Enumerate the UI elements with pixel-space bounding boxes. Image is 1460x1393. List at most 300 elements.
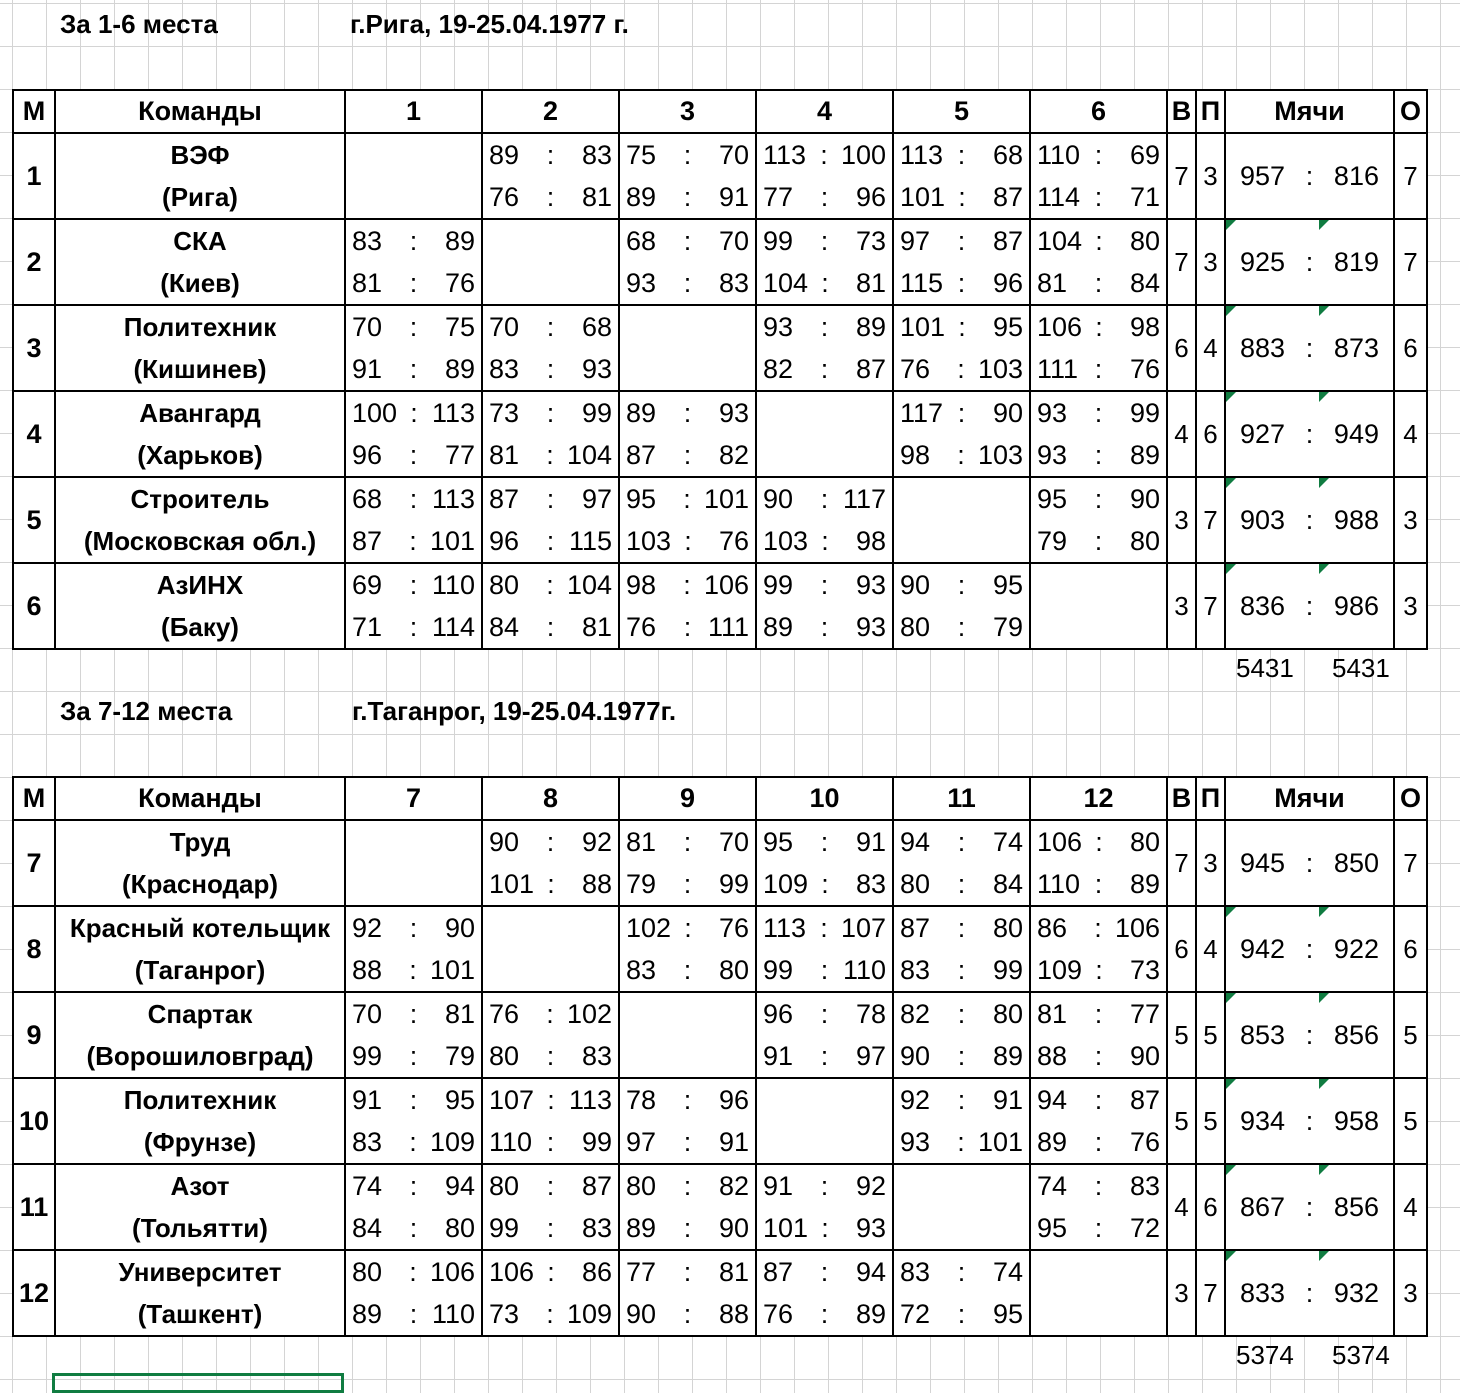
score-cell[interactable] [482,1250,619,1293]
score-away: 111 [707,611,749,642]
header-place[interactable]: М [13,90,55,133]
score-cell[interactable] [482,434,619,477]
score-cell[interactable] [482,563,619,606]
points-cell[interactable]: 5 [1394,992,1427,1078]
score-cell[interactable] [482,863,619,906]
score-away: 109 [429,1126,475,1157]
place-cell[interactable]: 9 [13,992,55,1078]
losses-cell[interactable]: 7 [1196,1250,1225,1336]
points-cell[interactable]: 7 [1394,219,1427,305]
score-cell[interactable] [619,520,756,563]
score-cell[interactable] [756,1035,893,1078]
score-home: 96 [352,439,383,470]
game-score [346,1166,481,1207]
balls-against: 856 [1333,1019,1379,1050]
team-cell[interactable] [55,1078,345,1164]
score-cell[interactable] [756,820,893,863]
score-cell[interactable] [756,992,893,1035]
score-cell[interactable] [619,133,756,176]
score-cell[interactable] [893,1293,1030,1336]
game-score [757,221,892,262]
game-score [757,263,892,304]
score-cell[interactable] [619,348,756,391]
score-cell[interactable] [756,477,893,520]
score-cell[interactable] [756,348,893,391]
header-opponent-5[interactable]: 5 [893,90,1030,133]
score-cell[interactable] [619,863,756,906]
points-cell[interactable]: 7 [1394,133,1427,219]
balls-cell[interactable] [1225,305,1394,391]
header-teams[interactable]: Команды [55,777,345,820]
score-cell[interactable] [1030,1121,1167,1164]
score-cell[interactable] [756,949,893,992]
score-cell[interactable] [893,906,1030,949]
score-away: 80 [992,912,1023,943]
score-cell[interactable] [756,863,893,906]
score-cell[interactable] [619,1250,756,1293]
score-cell[interactable] [345,219,482,262]
score-away: 77 [1129,998,1160,1029]
score-cell[interactable] [345,348,482,391]
balls-separator: : [1305,418,1314,449]
score-cell[interactable] [893,391,1030,434]
score-cell[interactable] [893,434,1030,477]
losses-cell[interactable]: 3 [1196,820,1225,906]
score-cell[interactable] [1030,133,1167,176]
losses-cell[interactable]: 6 [1196,391,1225,477]
points-cell[interactable]: 3 [1394,563,1427,649]
losses-cell[interactable]: 3 [1196,219,1225,305]
points-cell[interactable]: 7 [1394,820,1427,906]
score-cell[interactable] [482,1164,619,1207]
score-away: 75 [444,311,475,342]
points-cell[interactable]: 6 [1394,305,1427,391]
score-away: 101 [429,954,475,985]
score-cell[interactable] [1030,176,1167,219]
score-cell[interactable] [345,262,482,305]
losses-cell[interactable]: 6 [1196,1164,1225,1250]
team-cell[interactable] [55,477,345,563]
score-separator: : [957,397,966,428]
header-opponent-10[interactable]: 10 [756,777,893,820]
score-cell[interactable] [1030,477,1167,520]
score-cell[interactable] [893,563,1030,606]
score-cell[interactable] [619,176,756,219]
header-teams[interactable]: Команды [55,90,345,133]
score-cell[interactable] [893,949,1030,992]
score-away: 78 [855,998,886,1029]
score-cell[interactable] [1030,992,1167,1035]
wins-cell[interactable]: 4 [1167,1164,1196,1250]
score-cell[interactable] [1030,1293,1167,1336]
header-balls[interactable]: Мячи [1225,777,1394,820]
team-cell[interactable] [55,133,345,219]
game-score [894,435,1029,476]
wins-cell[interactable]: 5 [1167,992,1196,1078]
score-cell[interactable] [756,520,893,563]
team-name: Азот [170,1171,230,1201]
score-away: 89 [992,1040,1023,1071]
place-cell[interactable]: 12 [13,1250,55,1336]
team-row [13,820,1427,863]
score-cell[interactable] [482,820,619,863]
score-away: 86 [581,1256,612,1287]
points-cell[interactable]: 3 [1394,477,1427,563]
header-losses[interactable]: П [1196,90,1225,133]
score-cell[interactable] [482,1078,619,1121]
score-separator: : [683,954,692,985]
place-cell[interactable]: 2 [13,219,55,305]
wins-cell[interactable]: 6 [1167,305,1196,391]
score-cell[interactable] [619,477,756,520]
points-cell[interactable]: 3 [1394,1250,1427,1336]
header-opponent-2[interactable]: 2 [482,90,619,133]
score-cell[interactable] [482,348,619,391]
score-cell[interactable] [893,1250,1030,1293]
score-home: 88 [352,954,383,985]
score-cell[interactable] [482,949,619,992]
score-separator: : [409,311,418,342]
score-cell[interactable] [893,606,1030,649]
game-score [1031,908,1166,949]
score-cell[interactable] [893,1164,1030,1207]
team-cell[interactable] [55,563,345,649]
game-score [757,607,892,648]
header-opponent-11[interactable]: 11 [893,777,1030,820]
score-cell[interactable] [756,219,893,262]
header-wins[interactable]: В [1167,90,1196,133]
score-cell[interactable] [345,391,482,434]
points-cell[interactable]: 4 [1394,1164,1427,1250]
place-cell[interactable]: 11 [13,1164,55,1250]
balls-against: 819 [1333,246,1379,277]
score-separator: : [1094,1212,1103,1243]
score-cell[interactable] [1030,434,1167,477]
score-home: 113 [763,139,807,170]
score-home: 91 [352,1084,383,1115]
score-cell[interactable] [482,391,619,434]
score-cell[interactable] [1030,606,1167,649]
place-cell[interactable]: 10 [13,1078,55,1164]
score-home: 101 [763,1212,809,1243]
score-cell[interactable] [893,133,1030,176]
wins-cell[interactable]: 5 [1167,1078,1196,1164]
place-cell[interactable]: 5 [13,477,55,563]
score-cell[interactable] [756,133,893,176]
score-away: 92 [855,1170,886,1201]
score-cell[interactable] [893,863,1030,906]
team-cell[interactable] [55,391,345,477]
losses-cell[interactable]: 4 [1196,906,1225,992]
balls-cell[interactable] [1225,1250,1394,1336]
score-cell[interactable] [619,820,756,863]
score-cell[interactable] [756,1250,893,1293]
score-cell[interactable] [1030,1035,1167,1078]
wins-cell[interactable]: 3 [1167,1250,1196,1336]
total-balls-against-2[interactable]: 5374 [1332,1340,1390,1370]
score-cell[interactable] [756,1164,893,1207]
score-cell[interactable] [893,477,1030,520]
score-cell[interactable] [619,305,756,348]
game-score [620,177,755,218]
score-separator: : [957,1126,965,1157]
score-cell[interactable] [482,477,619,520]
header-opponent-6[interactable]: 6 [1030,90,1167,133]
score-away: 76 [444,267,475,298]
score-cell[interactable] [893,348,1030,391]
score-cell[interactable] [893,520,1030,563]
place-cell[interactable]: 7 [13,820,55,906]
score-cell[interactable] [893,219,1030,262]
balls-separator: : [1305,504,1314,535]
losses-cell[interactable]: 3 [1196,133,1225,219]
score-cell[interactable] [1030,820,1167,863]
score-separator: : [1094,1126,1103,1157]
wins-cell[interactable]: 7 [1167,133,1196,219]
score-away: 114 [431,611,475,642]
score-cell[interactable] [345,477,482,520]
score-cell[interactable] [1030,1207,1167,1250]
score-cell[interactable] [345,606,482,649]
wins-cell[interactable]: 4 [1167,391,1196,477]
header-opponent-3[interactable]: 3 [619,90,756,133]
score-cell[interactable] [482,1035,619,1078]
score-cell[interactable] [619,391,756,434]
score-home: 94 [900,826,931,857]
wins-cell[interactable]: 7 [1167,219,1196,305]
losses-cell[interactable]: 7 [1196,563,1225,649]
score-away: 106 [1114,912,1160,943]
score-cell[interactable] [893,262,1030,305]
score-cell[interactable] [1030,520,1167,563]
header-opponent-8[interactable]: 8 [482,777,619,820]
score-cell[interactable] [345,949,482,992]
score-cell[interactable] [893,1207,1030,1250]
game-score [894,1036,1029,1077]
header-points[interactable]: О [1394,90,1427,133]
points-cell[interactable]: 4 [1394,391,1427,477]
balls-cell[interactable] [1225,391,1394,477]
score-cell[interactable] [756,305,893,348]
total-balls-for-2[interactable]: 5374 [1236,1340,1294,1370]
header-opponent-1[interactable]: 1 [345,90,482,133]
score-cell[interactable] [482,906,619,949]
score-cell[interactable] [345,863,482,906]
score-cell[interactable] [345,176,482,219]
team-cell[interactable] [55,219,345,305]
score-cell[interactable] [482,1121,619,1164]
score-cell[interactable] [482,1207,619,1250]
team-cell[interactable] [55,820,345,906]
score-cell[interactable] [619,262,756,305]
score-cell[interactable] [345,820,482,863]
score-cell[interactable] [1030,348,1167,391]
score-cell[interactable] [756,1207,893,1250]
game-score [894,1252,1029,1293]
score-cell[interactable] [619,992,756,1035]
score-cell[interactable] [756,262,893,305]
score-cell[interactable] [482,992,619,1035]
team-cell[interactable] [55,1250,345,1336]
score-cell[interactable] [756,1293,893,1336]
game-score [483,1252,618,1293]
score-cell[interactable] [482,133,619,176]
score-cell[interactable] [619,1035,756,1078]
wins-cell[interactable]: 3 [1167,563,1196,649]
score-cell[interactable] [345,1121,482,1164]
losses-cell[interactable]: 5 [1196,1078,1225,1164]
balls-cell[interactable] [1225,906,1394,992]
place-cell[interactable]: 8 [13,906,55,992]
score-cell[interactable] [345,1078,482,1121]
losses-cell[interactable]: 7 [1196,477,1225,563]
score-cell[interactable] [345,1035,482,1078]
score-separator: : [821,525,829,556]
score-cell[interactable] [482,305,619,348]
score-cell[interactable] [1030,563,1167,606]
score-cell[interactable] [1030,949,1167,992]
score-away: 88 [718,1298,749,1329]
game-score [483,521,618,562]
score-cell[interactable] [756,1078,893,1121]
score-cell[interactable] [619,1293,756,1336]
header-opponent-9[interactable]: 9 [619,777,756,820]
score-cell[interactable] [893,992,1030,1035]
header-balls[interactable]: Мячи [1225,90,1394,133]
wins-cell[interactable]: 3 [1167,477,1196,563]
score-cell[interactable] [619,1164,756,1207]
place-cell[interactable]: 6 [13,563,55,649]
selected-cell[interactable] [52,1373,344,1393]
score-cell[interactable] [345,133,482,176]
balls-cell[interactable] [1225,133,1394,219]
losses-cell[interactable]: 5 [1196,992,1225,1078]
place-cell[interactable]: 3 [13,305,55,391]
score-separator: : [820,569,829,600]
score-cell[interactable] [1030,219,1167,262]
score-cell[interactable] [482,606,619,649]
score-cell[interactable] [345,1250,482,1293]
score-cell[interactable] [345,563,482,606]
balls-cell[interactable] [1225,820,1394,906]
score-cell[interactable] [756,606,893,649]
header-wins[interactable]: В [1167,777,1196,820]
game-score [1031,135,1166,176]
balls-cell[interactable] [1225,992,1394,1078]
losses-cell[interactable]: 4 [1196,305,1225,391]
header-points[interactable]: О [1394,777,1427,820]
score-cell[interactable] [619,1078,756,1121]
score-separator: : [409,954,417,985]
header-opponent-12[interactable]: 12 [1030,777,1167,820]
team-cell[interactable] [55,305,345,391]
header-losses[interactable]: П [1196,777,1225,820]
score-cell[interactable] [345,305,482,348]
score-cell[interactable] [345,520,482,563]
score-cell[interactable] [619,1121,756,1164]
place-cell[interactable]: 4 [13,391,55,477]
score-cell[interactable] [893,820,1030,863]
score-cell[interactable] [619,949,756,992]
score-cell[interactable] [1030,863,1167,906]
score-cell[interactable] [893,176,1030,219]
score-cell[interactable] [619,563,756,606]
score-cell[interactable] [893,1121,1030,1164]
score-cell[interactable] [893,1035,1030,1078]
score-cell[interactable] [619,1207,756,1250]
score-cell[interactable] [1030,1164,1167,1207]
team-cell[interactable] [55,992,345,1078]
balls-cell[interactable] [1225,219,1394,305]
score-cell[interactable] [482,520,619,563]
score-cell[interactable] [619,606,756,649]
score-cell[interactable] [893,305,1030,348]
team-cell[interactable] [55,906,345,992]
points-cell[interactable]: 6 [1394,906,1427,992]
score-cell[interactable] [345,1207,482,1250]
score-cell[interactable] [1030,262,1167,305]
score-cell[interactable] [756,391,893,434]
score-cell[interactable] [1030,305,1167,348]
comment-flag-icon [1319,907,1329,917]
score-cell[interactable] [345,992,482,1035]
score-away: 95 [992,311,1023,342]
score-cell[interactable] [482,219,619,262]
score-cell[interactable] [756,176,893,219]
score-separator: : [820,826,829,857]
total-balls-against-1[interactable]: 5431 [1332,653,1390,683]
score-cell[interactable] [345,1293,482,1336]
team-cell[interactable] [55,1164,345,1250]
score-cell[interactable] [619,434,756,477]
score-cell[interactable] [345,434,482,477]
score-cell[interactable] [482,262,619,305]
points-cell[interactable]: 5 [1394,1078,1427,1164]
score-separator: : [546,483,555,514]
score-cell[interactable] [756,563,893,606]
score-cell[interactable] [756,1121,893,1164]
score-cell[interactable] [619,906,756,949]
score-cell[interactable] [482,1293,619,1336]
score-cell[interactable] [482,176,619,219]
balls-cell[interactable] [1225,1078,1394,1164]
wins-cell[interactable]: 6 [1167,906,1196,992]
score-cell[interactable] [345,1164,482,1207]
score-cell[interactable] [1030,391,1167,434]
score-away: 89 [855,1298,886,1329]
score-cell[interactable] [345,906,482,949]
header-place[interactable]: М [13,777,55,820]
header-opponent-7[interactable]: 7 [345,777,482,820]
score-cell[interactable] [1030,906,1167,949]
score-cell[interactable] [893,1078,1030,1121]
score-cell[interactable] [1030,1078,1167,1121]
balls-cell[interactable] [1225,477,1394,563]
wins-cell[interactable]: 7 [1167,820,1196,906]
header-opponent-4[interactable]: 4 [756,90,893,133]
balls-cell[interactable] [1225,1164,1394,1250]
score-cell[interactable] [1030,1250,1167,1293]
score-home: 69 [352,569,383,600]
score-home: 94 [1037,1084,1068,1115]
total-balls-for-1[interactable]: 5431 [1236,653,1294,683]
score-cell[interactable] [619,219,756,262]
score-cell[interactable] [756,906,893,949]
score-cell[interactable] [756,434,893,477]
balls-cell[interactable] [1225,563,1394,649]
place-cell[interactable]: 1 [13,133,55,219]
game-score [483,479,618,520]
